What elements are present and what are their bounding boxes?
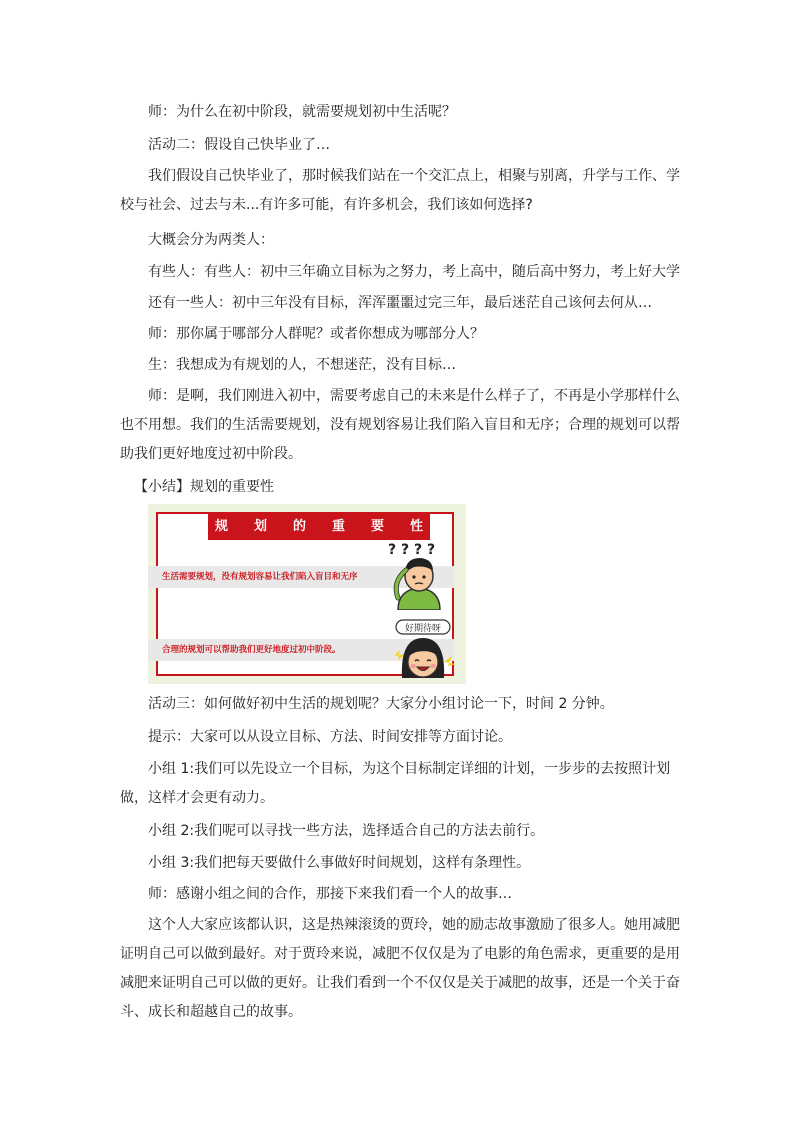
line-group-2: 小组 2:我们呢可以寻找一些方法，选择适合自己的方法去前行。 [148,823,545,839]
line-hint: 提示：大家可以从设立目标、方法、时间安排等方面讨论。 [148,729,512,745]
para-group-1: 小组 1:我们可以先设立一个目标，为这个目标制定详细的计划，一步步的去按照计划做，这样才会更有动力。 [120,761,671,806]
happy-girl-illustration [388,616,458,684]
badge-text: 好期待呀 [404,624,442,634]
line-two-types: 大概会分为两类人： [148,232,274,248]
line-student-answer: 生：我想成为有规划的人，不想迷茫，没有目标… [148,357,456,373]
figure-text-2: 合理的规划可以帮助我们更好地度过初中阶段。 [148,639,454,661]
line-activity-three: 活动三：如何做好初中生活的规划呢？大家分小组讨论一下，时间 2 分钟。 [148,696,614,712]
line-other-people: 还有一些人：初中三年没有目标，浑浑噩噩过完三年，最后迷茫自己该何去何从… [148,295,652,311]
planning-importance-figure [148,504,466,684]
figure-title: 规 划 的 重 要 性 [208,514,430,540]
line-teacher-thanks: 师：感谢小组之间的合作，那接下来我们看一个人的故事… [148,886,512,902]
figure-text-1: 生活需要规划，没有规划容易让我们陷入盲目和无序 [148,566,454,588]
line-teacher-question: 师：为什么在初中阶段，就需要规划初中生活呢？ [148,104,456,120]
line-some-people: 有些人：有些人：初中三年确立目标为之努力，考上高中，随后高中努力，考上好大学 [148,264,680,280]
para-jia-ling-story: 这个人大家应该都认识，这是热辣滚烫的贾玲，她的励志故事激励了很多人。她用减肥证明自己可以做到最好。对于贾玲来说，减肥不仅仅是为了电影的角色需求，更重要的是用减肥来证明自己可以做的更好。让我们看到一个不仅仅是关于减肥的故事，还是一个关于奋斗、成长和超越自己的故事。 [120,917,680,1020]
confused-boy-icon [384,538,454,610]
line-group-3: 小组 3:我们把每天要做什么事做好时间规划，这样有条理性。 [148,855,531,871]
para-graduation: 我们假设自己快毕业了，那时候我们站在一个交汇点上，相聚与别离，升学与工作、学校与社会、过去与未...有许多可能，有许多机会，我们该如何选择? [120,168,680,213]
line-teacher-which-group: 师：那你属于哪部分人群呢？或者你想成为哪部分人？ [148,326,484,342]
para-teacher-planning: 师：是啊，我们刚进入初中，需要考虑自己的未来是什么样子了，不再是小学那样什么也不用想。我们的生活需要规划，没有规划容易让我们陷入盲目和无序；合理的规划可以帮助我们更好地度过初中阶段。 [120,388,680,462]
confused-boy-illustration [384,538,454,610]
happy-girl-icon [388,616,458,684]
svg-text:? ? ? ?: ? ? ? ? [388,542,436,558]
summary-heading: 【小结】规划的重要性 [134,479,274,495]
line-activity-two: 活动二：假设自己快毕业了… [148,137,330,153]
